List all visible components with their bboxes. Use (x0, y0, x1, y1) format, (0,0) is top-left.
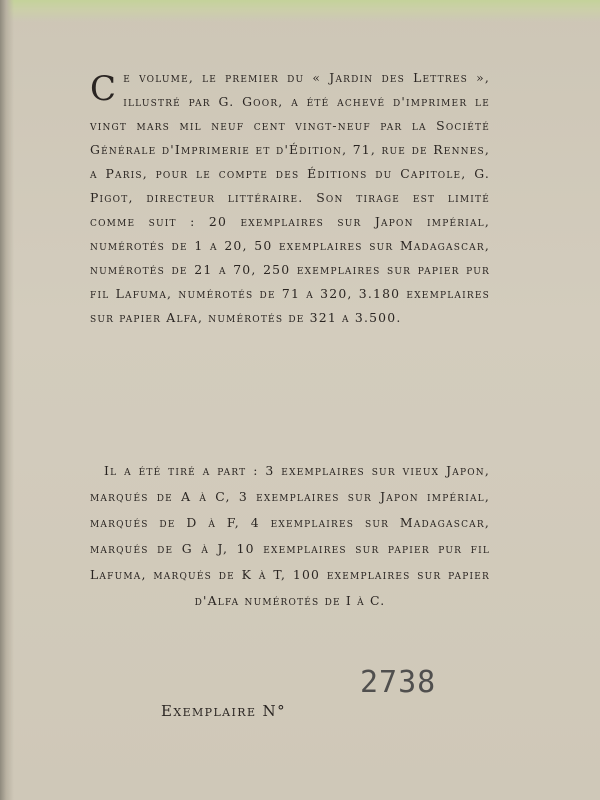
colophon-paragraph (90, 66, 490, 330)
copy-number-label: Exemplaire N° (161, 702, 286, 720)
book-spine-shadow (0, 0, 14, 800)
special-printing-paragraph: Il a été tiré a part : 3 exemplaires sur vieux Japon, marqués de A à C, 3 exemplaires sur Japon impérial, marqués de D à F, 4 exemplaires sur Madagascar, marqués de G à J, 10 exemplaires sur papier pur fil Lafuma, marqués de K à T, 100 exemplaires sur papier d'Alfa numérotés de I à C. (90, 463, 490, 608)
colophon-text: e volume, le premier du « Jardin des Lettres », illustré par G. Goor, a été achevé d'imprimer le vingt mars mil neuf cent vingt-neuf par la Société Générale d'Imprimerie et d'Édition, 71, rue de Rennes, a Paris, pour le compte des Éditions du Capitole, G. Pigot, directeur littéraire. Son tirage est limité comme suit : 20 exemplaires sur Japon impérial, numérotés de 1 a 20, 50 exemplaires sur Madagascar, numérotés de 21 a 70, 250 exemplaires sur papier pur fil Lafuma, numérotés de 71 a 320, 3.180 exemplaires sur papier Alfa, numérotés de 321 a 3.500. (90, 70, 490, 325)
stamped-copy-number: 2738 (360, 665, 437, 700)
page-top-edge (0, 0, 600, 22)
drop-cap: C (90, 69, 118, 109)
